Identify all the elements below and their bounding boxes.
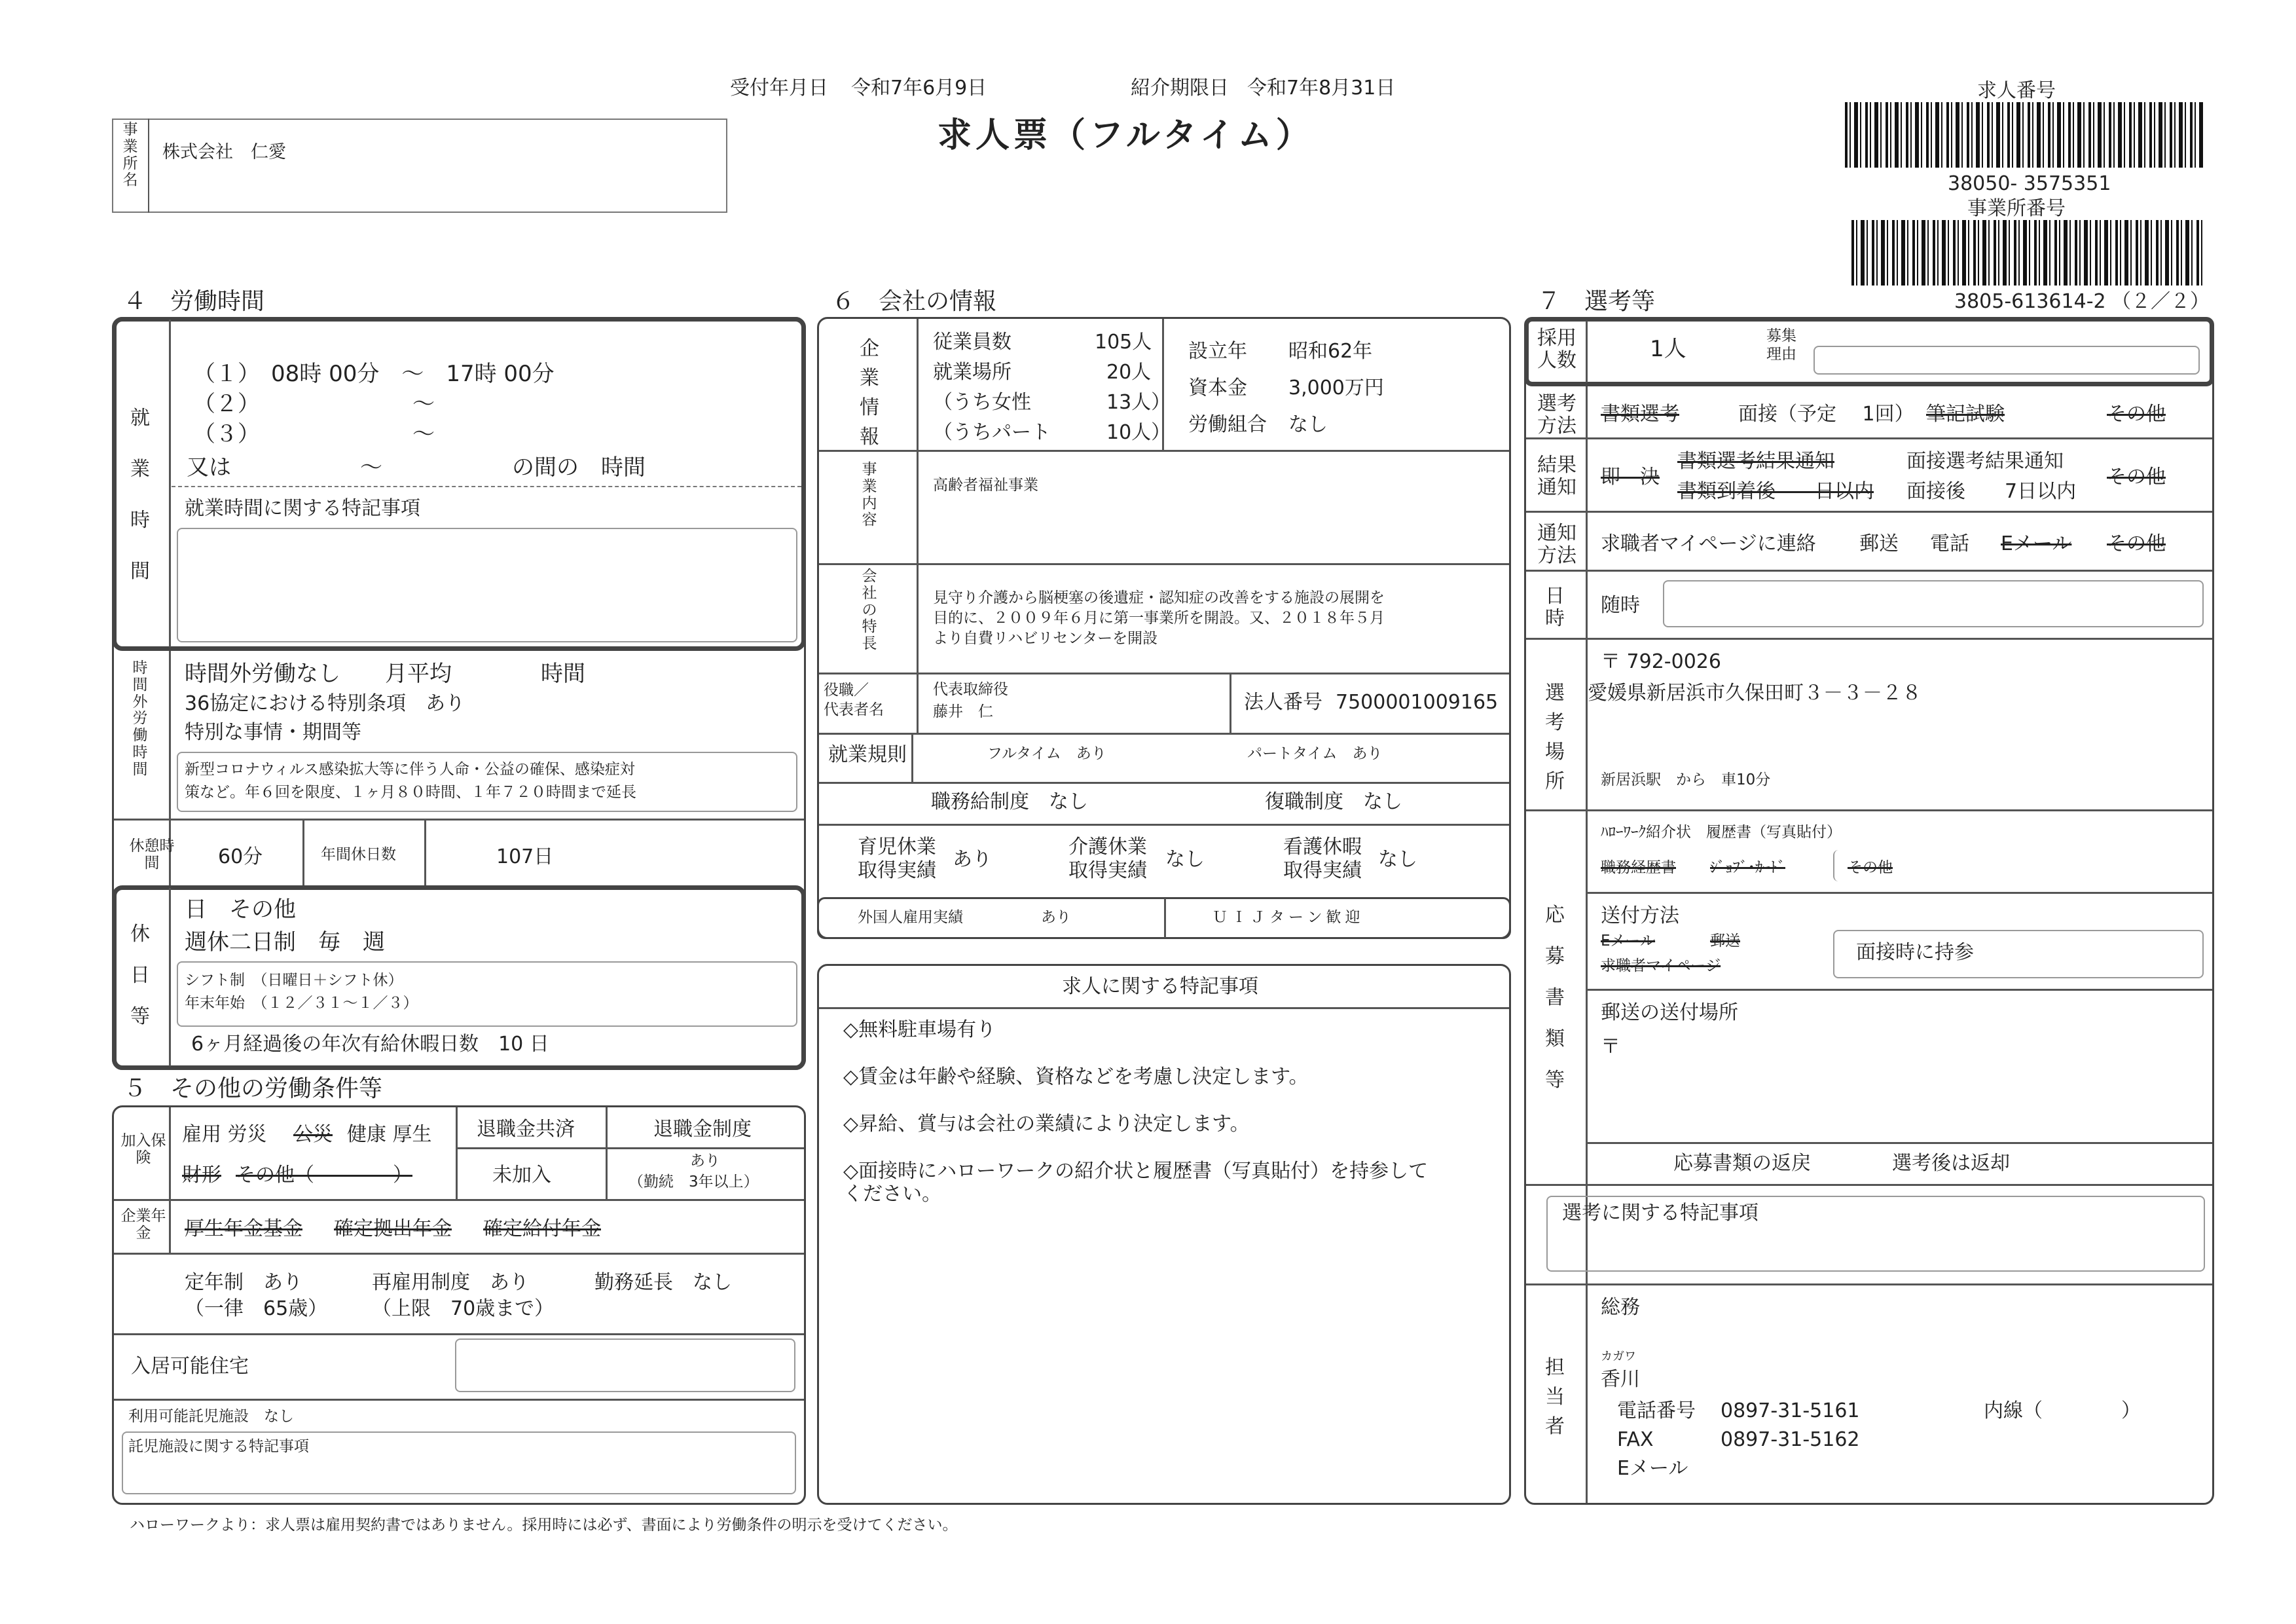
rest-label: 休憩時間 [129,838,175,872]
docs-label: 応募書類等 [1545,904,1565,1092]
received-label: 受付年月日 [730,77,828,100]
mutual-value: 未加入 [492,1164,551,1187]
method-label: 選考方法 [1537,392,1576,437]
fax: 0897-31-5162 [1721,1428,1860,1451]
childcare-leave-label: 育児休業 取得実績 [858,836,936,882]
housing-top [114,1333,804,1335]
place-top [1526,638,2212,640]
foreign-label: 外国人雇用実績 [858,909,963,926]
est-label: 設立年 [1188,340,1247,363]
holiday-note: シフト制 （日曜日＋シフト休） 年末年始 （１２／３１～１／３） [185,972,418,1012]
work-label-divider [169,320,171,647]
teinen: 定年制 あり [185,1271,302,1294]
nurse-leave-value: なし [1378,848,1417,871]
childcare-leave-value: あり [953,848,992,871]
ext-label: 内線（ ） [1984,1399,2141,1422]
result-6: その他 [2107,466,2166,489]
pension-1: 厚生年金基金 [185,1217,302,1240]
email-label: Eメール [1617,1457,1688,1480]
special-3: ◇昇給、賞与は会社の業績により決定します。 [843,1113,1250,1135]
office-barcode [1851,220,2205,286]
rehire-sub: （上限 70歳まで） [372,1297,555,1320]
work-or-tilde: ～ [360,454,382,481]
fax-label: FAX [1617,1428,1654,1451]
reason-label: 募集 理由 [1766,327,1796,363]
feat-top [819,563,1509,565]
corp-divider [1230,673,1231,733]
received-date: 令和7年6月9日 [851,77,987,100]
contact-divider [1586,1283,1588,1503]
feat-label: 会社の特長 [862,568,877,652]
biz-label: 事業内容 [862,461,877,529]
section-5-title: ５ その他の労働条件等 [123,1075,383,1102]
cap-value: 3,000万円 [1288,377,1384,399]
teinen-sub: （一律 65歳） [185,1297,328,1320]
rep-divider [917,673,919,733]
rules-label: 就業規則 [828,743,907,766]
foreign-divider [1164,898,1166,938]
care-leave-label: 介護休業 取得実績 [1068,836,1147,882]
s5-label-divider [169,1107,171,1253]
corp-no: 7500001009165 [1336,691,1499,714]
holiday-label-divider [169,888,171,1066]
date-box [1663,580,2204,627]
special-2: ◇賃金は年齢や経験、資格などを考慮し決定します。 [843,1065,1309,1088]
work-row-2-tilde: ～ [412,391,435,417]
work-or-label: 又は [187,454,231,481]
mailto-top [1588,989,2212,991]
hire-value: 1人 [1650,336,1686,362]
job-no: 38050- 3575351 [1948,172,2111,195]
send-2: 郵送 [1710,932,1740,950]
result-4: 面接選考結果通知 [1906,450,2064,473]
mutual-line [456,1147,804,1149]
special-4: ◇面接時にハローワークの紹介状と履歴書（写真貼付）を持参して ください。 [843,1160,1429,1206]
part-label: （うちパート [933,421,1051,444]
method-2: 面接（予定 1回） [1738,403,1914,426]
paid-leave: 6ヶ月経過後の年次有給休暇日数 10 日 [191,1033,549,1056]
pension-top [114,1199,804,1201]
office-no-label: 事業所番号 [1967,197,2066,220]
office-name: 株式会社 仁愛 [162,142,286,162]
union-value: なし [1288,413,1328,436]
holiday-2: 週休二日制 毎 週 [185,929,385,955]
work-note-label: 就業時間に関する特記事項 [185,497,420,520]
rep-top [819,673,1509,674]
foreign-value: あり [1041,909,1071,926]
return-top [1588,1142,2212,1144]
work-row-2: （２） [193,391,260,417]
result-top [1526,437,2212,439]
tel-label: 電話番号 [1617,1399,1696,1422]
leave-top [819,824,1509,826]
duty-pay: 職務給制度 なし [931,790,1088,813]
office-no: 3805-613614-2 [1954,290,2106,313]
mail-to-zip: 〒 [1601,1035,1620,1058]
contact-dept: 総務 [1601,1296,1640,1319]
notify-label: 通知方法 [1537,522,1576,567]
ins-1a: 雇用 労災 [182,1123,267,1146]
work-note-box [177,528,797,642]
bring: 面接時に持参 [1856,941,1974,964]
contact-person: 香川 [1601,1368,1640,1391]
office-box [112,119,727,213]
period-date: 令和7年8月31日 [1247,77,1396,100]
ins-1b: 公災 [293,1123,333,1146]
page-title: 求人票（フルタイム） [938,116,1314,155]
mail-to-label: 郵送の送付場所 [1601,1001,1738,1024]
place-zip: 〒 792-0026 [1601,650,1721,673]
send-label: 送付方法 [1601,904,1679,927]
result-1: 即 決 [1601,466,1660,489]
ent-mid-divider [1162,319,1164,450]
return-label: 応募書類の返戻 [1673,1152,1811,1175]
ins-2b: その他（ ） [236,1164,412,1187]
rep-label: 役職／ 代表者名 [824,682,884,718]
place-address: 愛媛県新居浜市久保田町３－３－２８ [1588,682,1922,705]
ot-value: 時間外労働なし 月平均 時間 [185,661,585,687]
office-divider [148,119,149,213]
housing-label: 入居可能住宅 [131,1355,249,1378]
work-dash [172,486,801,487]
pension-2: 確定拠出年金 [334,1217,452,1240]
housing-box [455,1338,795,1392]
pension-bottom [114,1253,804,1255]
emp-value: 105人 [1095,331,1152,354]
rules-part: パートタイム あり [1247,745,1383,762]
rules-top [819,733,1509,735]
special-1: ◇無料駐車場有り [843,1018,996,1041]
work-place-label: 就業場所 [933,361,1011,384]
period-label: 紹介期限日 [1131,77,1229,100]
tel: 0897-31-5161 [1721,1399,1860,1422]
section-6-title: ６ 会社の情報 [831,288,997,315]
special-box [817,964,1511,1505]
rest-value: 60分 [218,845,263,868]
footer-note: ハローワークより：求人票は雇用契約書ではありません。採用時には必ず、書面により労働条件の明示を受けてください。 [130,1517,958,1534]
docs-4: その他 [1848,859,1893,876]
contact-kana: カガワ [1601,1350,1636,1363]
docs-3: ｼﾞｮﾌﾞ･ｶｰﾄﾞ [1710,859,1785,876]
duty-top [819,782,1509,784]
work-row-3-tilde: ～ [412,421,435,447]
hire-label: 採用人数 [1537,327,1576,372]
date-value: 随時 [1601,594,1640,617]
return-value: 選考後は返却 [1892,1152,2010,1175]
ret-label: 退職金制度 [653,1118,752,1141]
work-place-value: 20人 [1106,361,1152,384]
docs-2: 職務経歴書 [1601,859,1676,876]
docs-1: ﾊﾛｰﾜｰｸ紹介状 履歴書（写真貼付） [1601,824,1842,841]
section-7-title: ７ 選考等 [1537,288,1656,315]
section-4-title: ４ 労働時間 [123,288,265,315]
corp-label: 法人番号 [1244,691,1322,714]
rules-divider [911,733,913,782]
insurance-label: 加入保険 [120,1132,166,1166]
ot-special: 特別な事情・期間等 [185,721,361,744]
special-label: 求人に関する特記事項 [1062,975,1258,998]
reason-box [1813,346,2200,375]
sel-note: 選考に関する特記事項 [1562,1202,1758,1225]
result-3: 書類到着後 日以内 [1677,480,1874,503]
hire-label-divider [1586,321,1588,382]
docs-box [1833,850,1859,881]
rehab: 復職制度 なし [1265,790,1402,813]
send-1: Eメール [1601,932,1656,950]
childcare-note: 託児施設に関する特記事項 [128,1438,309,1455]
annual-holiday-value: 107日 [496,845,554,868]
work-row-1: （１） 08時 00分 ～ 17時 00分 [193,361,555,387]
notify-1: 求職者マイページに連絡 [1601,532,1816,555]
ot-note: 新型コロナウィルス感染拡大等に伴う人命・公益の確保、感染症対 策など。年６回を限度、１ヶ月８０時間、１年７２０時間まで延長 [185,761,636,801]
selnote-top [1526,1184,2212,1186]
ot-label: 時間外労働時間 [132,659,148,778]
cap-label: 資本金 [1188,377,1247,399]
feat-value: 見守り介護から脳梗塞の後遺症・認知症の改善をする施設の展開を 目的に、２００９年６月に第一事業所を開設。又、２０１８年５月 より自費リハビリセンターを開設 [933,589,1385,648]
ins-1c: 健康 厚生 [347,1123,432,1146]
rehire: 再雇用制度 あり [372,1271,529,1294]
annual-holiday-label: 年間休日数 [321,846,396,863]
uij: ＵＩＪターン歓迎 [1212,909,1364,926]
biz-value: 高齢者福祉事業 [933,477,1038,494]
emp-label: 従業員数 [933,331,1011,354]
work-or-suffix: の間の 時間 [512,454,646,481]
office-label: 事業所名 [122,121,138,189]
notify-2: 郵送 [1859,532,1899,555]
contact-top [1526,1283,2212,1285]
ret-divider [606,1107,608,1199]
pension-label: 企業年金 [120,1208,166,1242]
holiday-1: 日 その他 [185,896,296,923]
part-value: 10人） [1106,421,1171,444]
ret-value: あり [690,1153,720,1170]
ins-2a: 財形 [182,1164,221,1187]
childcare-top [114,1399,804,1401]
date-label: 日時 [1545,585,1565,630]
women-value: 13人） [1106,391,1171,414]
women-label: （うち女性 [933,391,1031,414]
biz-top [819,450,1509,452]
pension-3: 確定給付年金 [483,1217,601,1240]
special-line [819,1007,1509,1009]
send-top [1588,892,2212,894]
rep-role: 代表取締役 [933,681,1008,698]
notify-4: Eメール [2001,532,2072,555]
job-no-label: 求人番号 [1977,79,2056,102]
nurse-leave-label: 看護休暇 取得実績 [1283,836,1362,882]
job-barcode [1845,102,2205,168]
place-access: 新居浜駅 から 車10分 [1601,771,1771,788]
notify-3: 電話 [1930,532,1969,555]
rules-full: フルタイム あり [987,745,1106,762]
holiday-label: 休日等 [130,923,150,1028]
send-3: 求職者マイページ [1601,957,1721,974]
work-row-3: （３） [193,421,260,447]
notify-5: その他 [2107,532,2166,555]
s6-label-divider [917,319,919,673]
method-4: その他 [2107,403,2166,426]
childcare-label: 利用可能託児施設 なし [128,1408,294,1425]
method-1: 書類選考 [1601,403,1679,426]
rep-name: 藤井 仁 [933,703,993,720]
est-value: 昭和62年 [1288,340,1373,363]
docs-top [1526,809,2212,811]
rest-top-line [114,819,804,821]
mutual-label: 退職金共済 [477,1118,575,1141]
result-5: 面接後 7日以内 [1906,480,2077,503]
ret-sub: （勤続 3年以上） [629,1173,759,1190]
mutual-divider [456,1107,458,1199]
notify-top [1526,511,2212,513]
result-label: 結果通知 [1537,454,1576,499]
annual-divider [424,819,426,885]
care-leave-value: なし [1165,848,1205,871]
place-label: 選考場所 [1545,682,1565,793]
union-label: 労働組合 [1188,413,1267,436]
contact-label: 担当者 [1545,1356,1565,1438]
method-3: 筆記試験 [1926,403,2005,426]
page-number: （２／２） [2111,290,2210,313]
date-top [1526,570,2212,572]
result-2: 書類選考結果通知 [1677,450,1834,473]
ent-label: 企業情報 [860,337,879,449]
rest-divider [302,819,304,885]
extension: 勤務延長 なし [594,1271,732,1294]
work-hours-label: 就業時間 [130,407,150,583]
ot-36: 36協定における特別条項 あり [185,692,465,715]
